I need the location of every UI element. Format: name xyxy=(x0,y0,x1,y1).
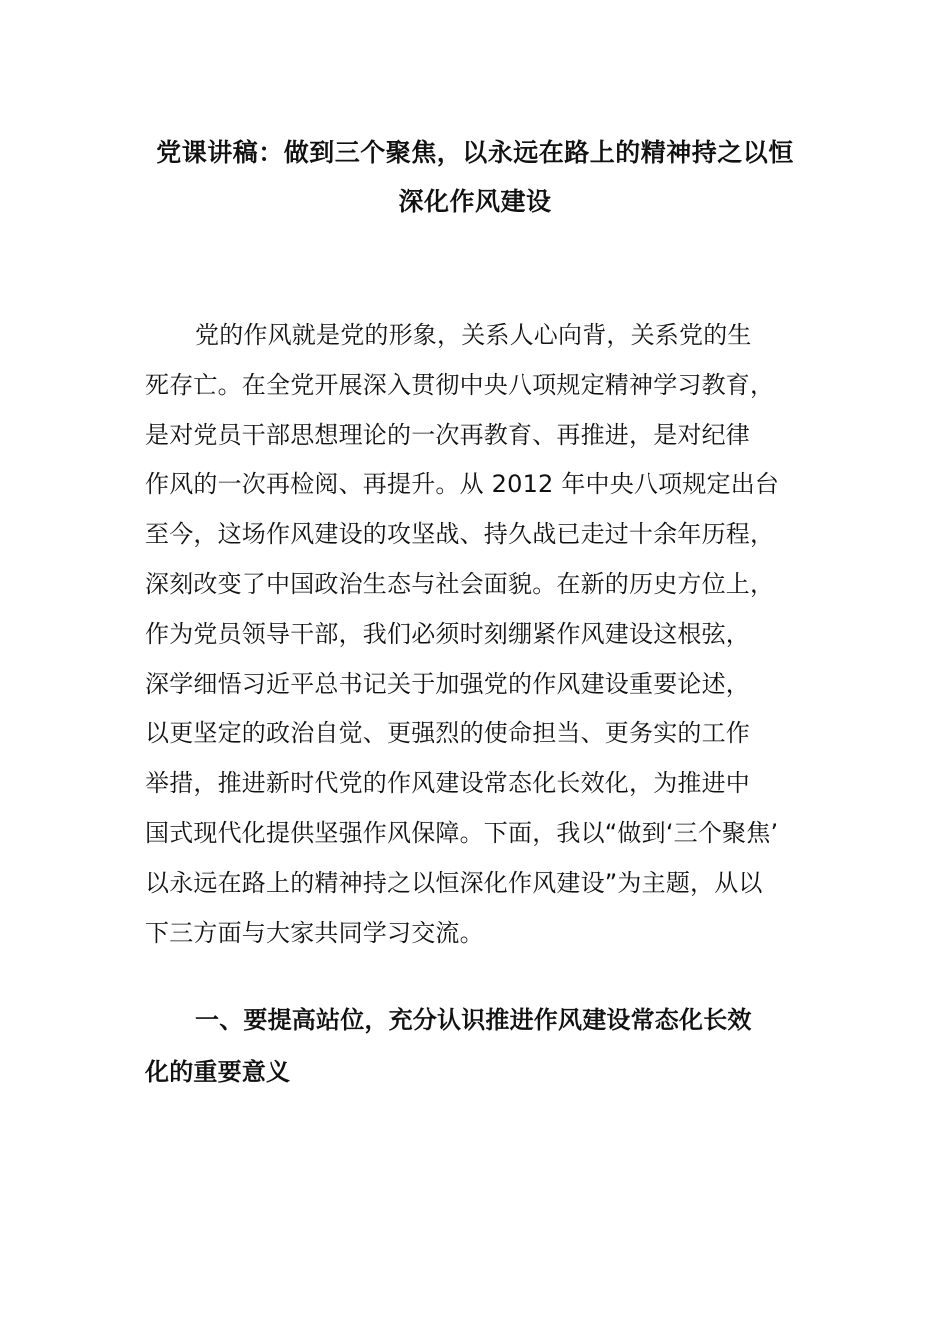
paragraph-line: 是对党员干部思想理论的一次再教育、再推进，是对纪律 xyxy=(145,420,750,449)
paragraph-line: 作为党员领导干部，我们必须时刻绷紧作风建设这根弦， xyxy=(145,619,750,648)
document-title xyxy=(120,128,830,226)
title-line: 深化作风建设 xyxy=(398,187,552,216)
paragraph-line: 作风的一次再检阅、再提升。从 2012 年中央八项规定出台 xyxy=(145,470,780,499)
paragraph-line: 深学细悟习近平总书记关于加强党的作风建设重要论述， xyxy=(145,669,750,698)
paragraph-line: 死存亡。在全党开展深入贯彻中央八项规定精神学习教育， xyxy=(145,370,775,399)
title-line: 党课讲稿：做到三个聚焦，以永远在路上的精神持之以恒 xyxy=(156,138,794,167)
paragraph-line: 深刻改变了中国政治生态与社会面貌。在新的历史方位上， xyxy=(145,569,775,598)
paragraph-line: 至今，这场作风建设的攻坚战、持久战已走过十余年历程， xyxy=(145,520,775,549)
paragraph-line: 举措，推进新时代党的作风建设常态化长效化，为推进中 xyxy=(145,769,750,798)
section-heading-1 xyxy=(145,994,805,1098)
paragraph-line: 以永远在路上的精神持之以恒深化作风建设”为主题，从以 xyxy=(145,868,763,897)
paragraph-line: 下三方面与大家共同学习交流。 xyxy=(145,918,484,947)
heading-line: 一、要提高站位，充分认识推进作风建设常态化长效 xyxy=(195,1006,752,1034)
paragraph-line: 党的作风就是党的形象，关系人心向背，关系党的生 xyxy=(195,321,752,349)
paragraph-line: 以更坚定的政治自觉、更强烈的使命担当、更务实的工作 xyxy=(145,719,750,748)
heading-line: 化的重要意义 xyxy=(145,1058,291,1086)
intro-paragraph xyxy=(145,311,805,958)
paragraph-line: 国式现代化提供坚强作风保障。下面，我以“做到‘三个聚焦’ xyxy=(145,818,779,847)
